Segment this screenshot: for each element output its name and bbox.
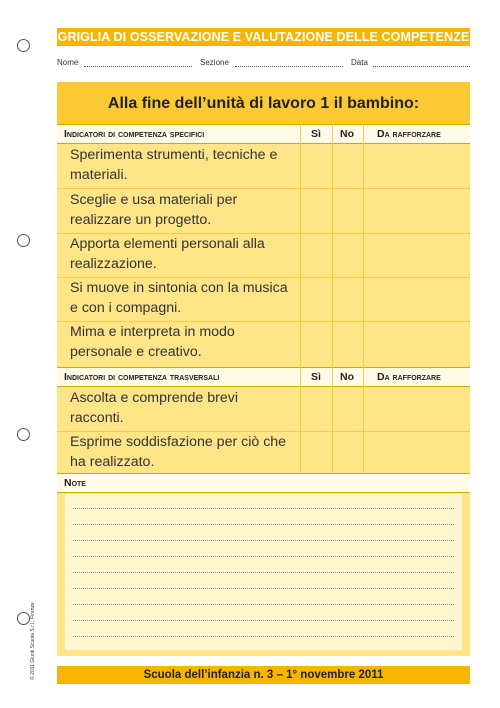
binder-hole-middle-lower bbox=[17, 428, 30, 441]
page-header: GRIGLIA DI OSSERVAZIONE E VALUTAZIONE DELLE COMPETENZE bbox=[57, 30, 470, 44]
notes-label: Note bbox=[64, 477, 86, 489]
page-footer: Scuola dell’infanzia n. 3 – 1° novembre 2011 bbox=[57, 666, 470, 684]
col-no: No bbox=[340, 128, 354, 140]
sezione-label: Sezione bbox=[200, 58, 229, 67]
col-si-2: Sì bbox=[311, 371, 321, 383]
col-si: Sì bbox=[311, 128, 321, 140]
student-fields bbox=[57, 58, 470, 72]
evaluation-grid bbox=[57, 82, 470, 656]
item-trasversale-2: Esprime soddisfazione per ciò che ha realizzato. bbox=[70, 434, 287, 470]
data-field[interactable] bbox=[373, 58, 470, 67]
item-specifico-2: Sceglie e usa materiali per realizzare un progetto. bbox=[70, 192, 238, 228]
header-row-specifici bbox=[57, 124, 470, 144]
notes-header bbox=[57, 473, 470, 493]
nome-field[interactable] bbox=[84, 58, 192, 67]
item-specifico-1: Sperimenta strumenti, tecniche e materiali. bbox=[70, 147, 278, 183]
trasversali-header: Indicatori di competenza trasversali bbox=[64, 371, 220, 383]
copyright-credit: © 2011 Giunti Scuola S.r.l., Firenze bbox=[30, 602, 36, 680]
item-specifico-3: Apporta elementi personali alla realizzazione. bbox=[70, 236, 265, 272]
binder-hole-bottom bbox=[17, 612, 30, 625]
sezione-field[interactable] bbox=[235, 58, 343, 67]
header-row-trasversali bbox=[57, 367, 470, 387]
item-specifico-4: Si muove in sintonia con la musica e con i compagni. bbox=[70, 280, 288, 316]
item-trasversale-1: Ascolta e comprende brevi racconti. bbox=[70, 390, 238, 426]
grid-title: Alla fine dell’unità di lavoro 1 il bambino: bbox=[57, 82, 470, 126]
col-rafforzare-2: Da rafforzare bbox=[377, 371, 441, 383]
col-no-2: No bbox=[340, 371, 354, 383]
item-specifico-5: Mima e interpreta in modo personale e creativo. bbox=[70, 324, 235, 360]
nome-label: Nome bbox=[57, 58, 79, 67]
data-label: Data bbox=[351, 58, 368, 67]
binder-hole-top bbox=[17, 39, 30, 52]
col-rafforzare: Da rafforzare bbox=[377, 128, 441, 140]
specifici-header: Indicatori di competenza specifici bbox=[64, 128, 205, 140]
binder-hole-middle-upper bbox=[17, 234, 30, 247]
notes-area[interactable] bbox=[65, 494, 462, 650]
